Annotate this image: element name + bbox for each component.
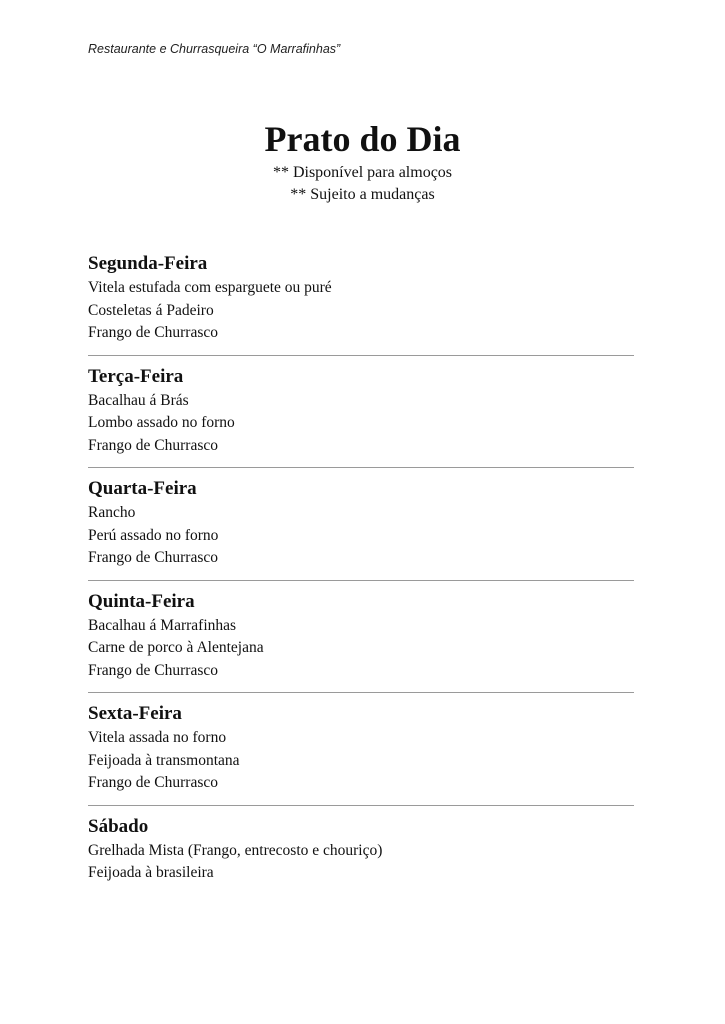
restaurant-name: Restaurante e Churrasqueira “O Marrafinhas” (88, 42, 341, 56)
dish-item: Frango de Churrasco (88, 436, 218, 454)
day-name: Sexta-Feira (88, 703, 182, 724)
dish-item: Frango de Churrasco (88, 549, 218, 566)
dish-item: Bacalhau á Brás (88, 391, 189, 409)
dish-item: Perú assado no forno (88, 526, 219, 544)
dish-item: Frango de Churrasco (88, 324, 218, 341)
day-section-friday (88, 701, 634, 806)
day-name: Sábado (88, 815, 149, 837)
change-note: ** Sujeito a mudanças (290, 186, 435, 203)
page-title: Prato do Dia (264, 119, 461, 159)
dish-item: Frango de Churrasco (88, 774, 218, 791)
availability-note: ** Disponível para almoços (272, 164, 453, 181)
day-section-thursday (88, 589, 634, 694)
dish-item: Frango de Churrasco (88, 661, 218, 679)
dish-item: Carne de porco à Alentejana (88, 639, 264, 656)
dish-item: Feijoada à transmontana (88, 751, 240, 769)
dish-item: Bacalhau á Marrafinhas (88, 616, 237, 634)
weekly-menu (88, 251, 634, 903)
dish-item: Grelhada Mista (Frango, entrecosto e chouriço) (88, 841, 383, 859)
day-name: Terça-Feira (88, 365, 184, 387)
day-name: Segunda-Feira (88, 253, 208, 274)
day-section-monday (88, 251, 634, 356)
day-section-wednesday (88, 476, 634, 581)
day-name: Quinta-Feira (88, 590, 195, 612)
dish-item: Rancho (88, 504, 136, 521)
day-section-tuesday (88, 364, 634, 469)
dish-item: Vitela assada no forno (88, 729, 227, 746)
dish-item: Costeletas á Padeiro (88, 301, 214, 319)
dish-item: Feijoada à brasileira (88, 864, 214, 881)
title-block (0, 116, 725, 206)
day-section-saturday (88, 814, 634, 895)
dish-item: Vitela estufada com esparguete ou puré (88, 279, 332, 296)
dish-item: Lombo assado no forno (88, 414, 235, 431)
day-name: Quarta-Feira (88, 478, 197, 499)
